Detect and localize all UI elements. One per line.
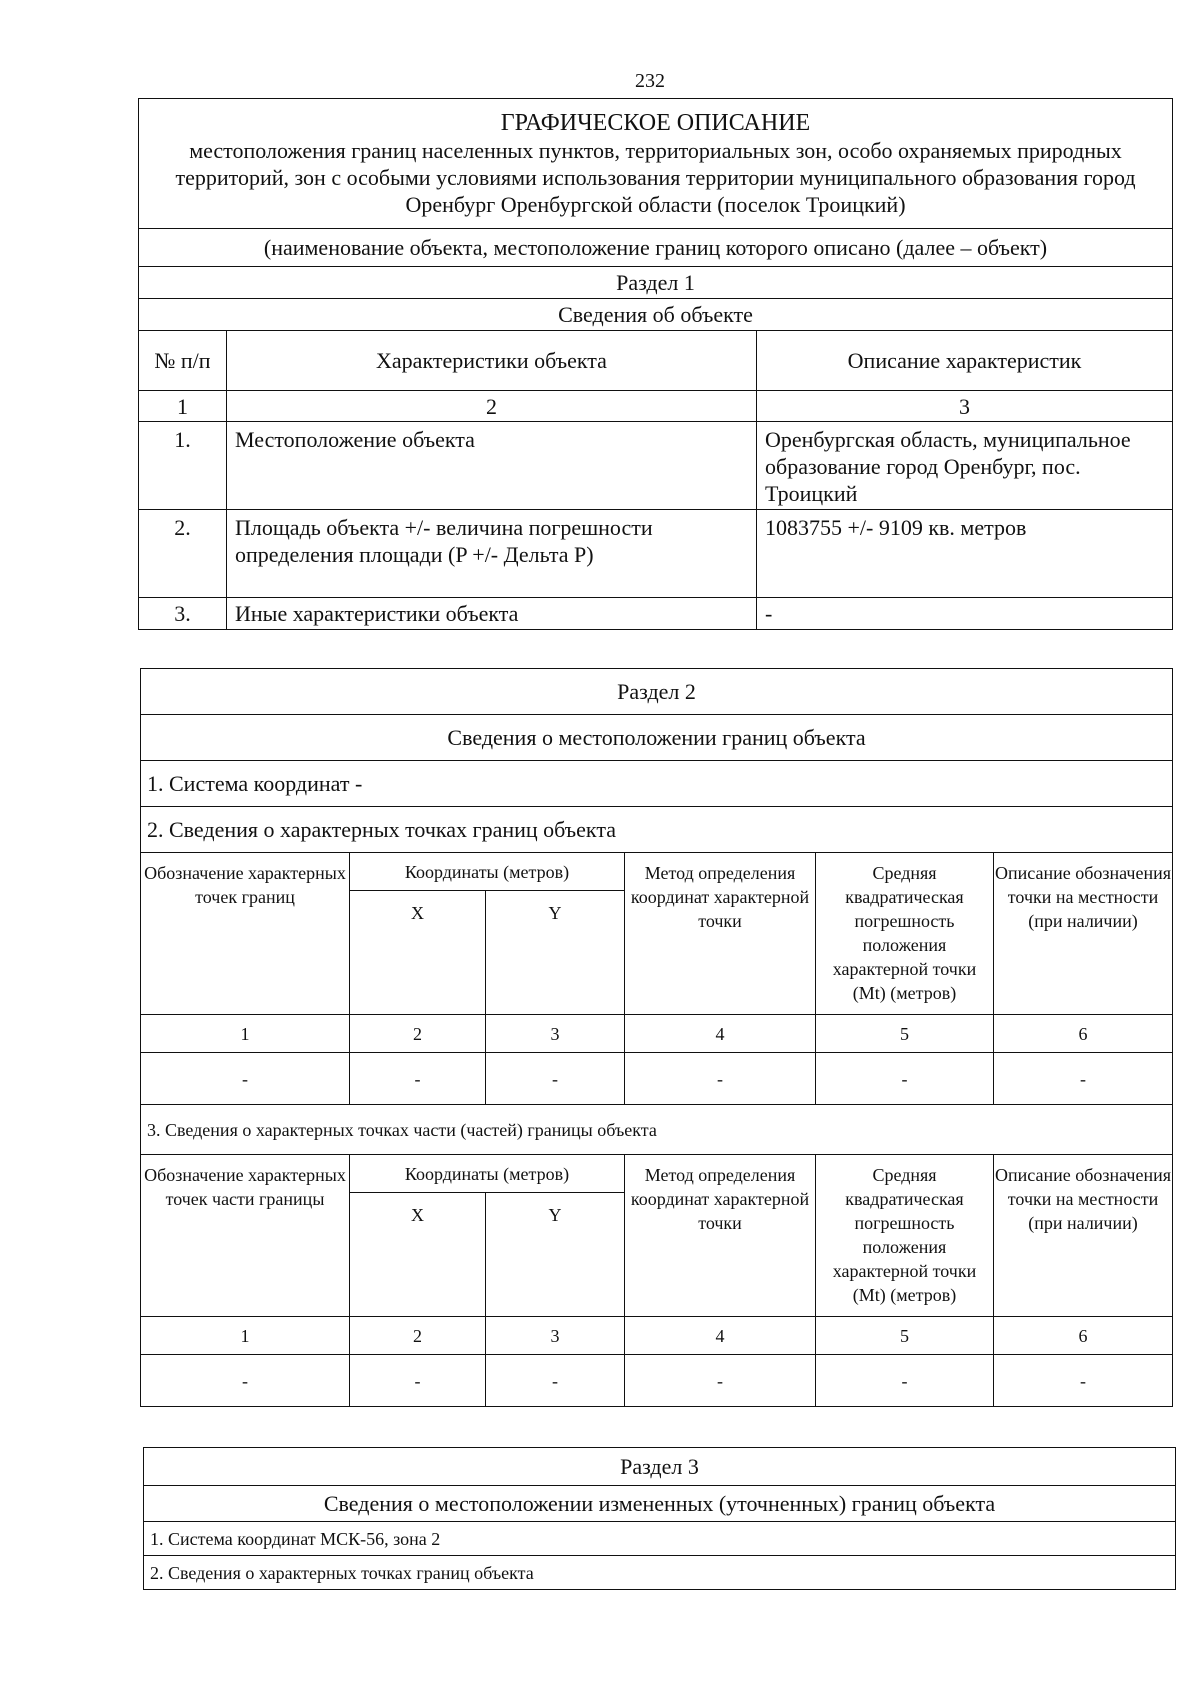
header-point-description: Описание обозначения точки на местности (при наличии) (994, 1155, 1173, 1317)
col-number: 5 (816, 1317, 994, 1355)
header-coords: Координаты (метров) (350, 1155, 625, 1193)
section3-points-title: 2. Сведения о характерных точках границ объекта (144, 1556, 1176, 1590)
section3-subtitle: Сведения о местоположении измененных (уточненных) границ объекта (144, 1486, 1176, 1522)
header-x: X (350, 891, 486, 1015)
table-cell: - (350, 1355, 486, 1407)
table-cell: - (625, 1053, 816, 1105)
row-num: 3. (139, 598, 227, 630)
document-description: местоположения границ населенных пунктов, территориальных зон, особо охраняемых природных территорий, зон с особыми условиями использования территории муниципального образования город Оренбург Оренбургской области (поселок Троицкий) (175, 137, 1136, 217)
header-coords: Координаты (метров) (350, 853, 625, 891)
col-number: 4 (625, 1317, 816, 1355)
header-cell (139, 99, 1173, 229)
section2-points-title: 2. Сведения о характерных точках границ объекта (141, 807, 1173, 853)
section3-title: Раздел 3 (144, 1448, 1176, 1486)
row-description: - (757, 598, 1173, 630)
col-number: 3 (757, 391, 1173, 422)
header-method: Метод определения координат характерной точки (625, 853, 816, 1015)
header-designation: Обозначение характерных точек части границы (141, 1155, 350, 1317)
section2-subtitle: Сведения о местоположении границ объекта (141, 715, 1173, 761)
table-cell: - (816, 1053, 994, 1105)
row-num: 1. (139, 422, 227, 510)
table-row (139, 422, 1173, 510)
table-row (141, 1053, 1173, 1105)
col-number: 2 (350, 1015, 486, 1053)
table-cell: - (816, 1355, 994, 1407)
row-characteristic: Местоположение объекта (227, 422, 757, 510)
header-error: Средняя квадратическая погрешность положения характерной точки (Mt) (метров) (816, 853, 994, 1015)
header-x: X (350, 1193, 486, 1317)
header-method: Метод определения координат характерной точки (625, 1155, 816, 1317)
section1-title: Раздел 1 (139, 267, 1173, 299)
table-row (139, 510, 1173, 598)
col-number: 2 (350, 1317, 486, 1355)
col-number: 1 (141, 1015, 350, 1053)
col-number: 3 (486, 1015, 625, 1053)
col-number: 6 (994, 1317, 1173, 1355)
table-cell: - (625, 1355, 816, 1407)
section3-table (143, 1447, 1176, 1590)
header-designation: Обозначение характерных точек границ (141, 853, 350, 1015)
col-number: 5 (816, 1015, 994, 1053)
col-header-num: № п/п (139, 331, 227, 391)
table-cell: - (141, 1053, 350, 1105)
col-number: 1 (139, 391, 227, 422)
header-y: Y (486, 891, 625, 1015)
section3-coord-system: 1. Система координат МСК-56, зона 2 (144, 1522, 1176, 1556)
section2-part-points-title: 3. Сведения о характерных точках части (частей) границы объекта (141, 1105, 1173, 1155)
row-description: Оренбургская область, муниципальное образование город Оренбург, пос. Троицкий (757, 422, 1173, 510)
section1-table (138, 98, 1173, 630)
col-number: 1 (141, 1317, 350, 1355)
header-error: Средняя квадратическая погрешность положения характерной точки (Mt) (метров) (816, 1155, 994, 1317)
document-title: ГРАФИЧЕСКОЕ ОПИСАНИЕ (500, 109, 811, 136)
table-cell: - (486, 1053, 625, 1105)
row-num: 2. (139, 510, 227, 598)
page-number: 232 (635, 70, 665, 92)
table-cell: - (994, 1053, 1173, 1105)
row-characteristic: Площадь объекта +/- величина погрешности определения площади (P +/- Дельта P) (227, 510, 757, 598)
table-cell: - (350, 1053, 486, 1105)
table-cell: - (994, 1355, 1173, 1407)
table-cell: - (141, 1355, 350, 1407)
col-number: 3 (486, 1317, 625, 1355)
row-characteristic: Иные характеристики объекта (227, 598, 757, 630)
object-caption: (наименование объекта, местоположение границ которого описано (далее – объект) (139, 229, 1173, 267)
header-y: Y (486, 1193, 625, 1317)
section2-coord-system: 1. Система координат - (141, 761, 1173, 807)
section2-title: Раздел 2 (141, 669, 1173, 715)
section2-table (140, 668, 1173, 1407)
table-cell: - (486, 1355, 625, 1407)
section1-subtitle: Сведения об объекте (139, 299, 1173, 331)
col-header-characteristic: Характеристики объекта (227, 331, 757, 391)
row-description: 1083755 +/- 9109 кв. метров (757, 510, 1173, 598)
col-header-description: Описание характеристик (757, 331, 1173, 391)
col-number: 2 (227, 391, 757, 422)
table-row (141, 1355, 1173, 1407)
col-number: 4 (625, 1015, 816, 1053)
table-row (139, 598, 1173, 630)
header-point-description: Описание обозначения точки на местности (при наличии) (994, 853, 1173, 1015)
col-number: 6 (994, 1015, 1173, 1053)
